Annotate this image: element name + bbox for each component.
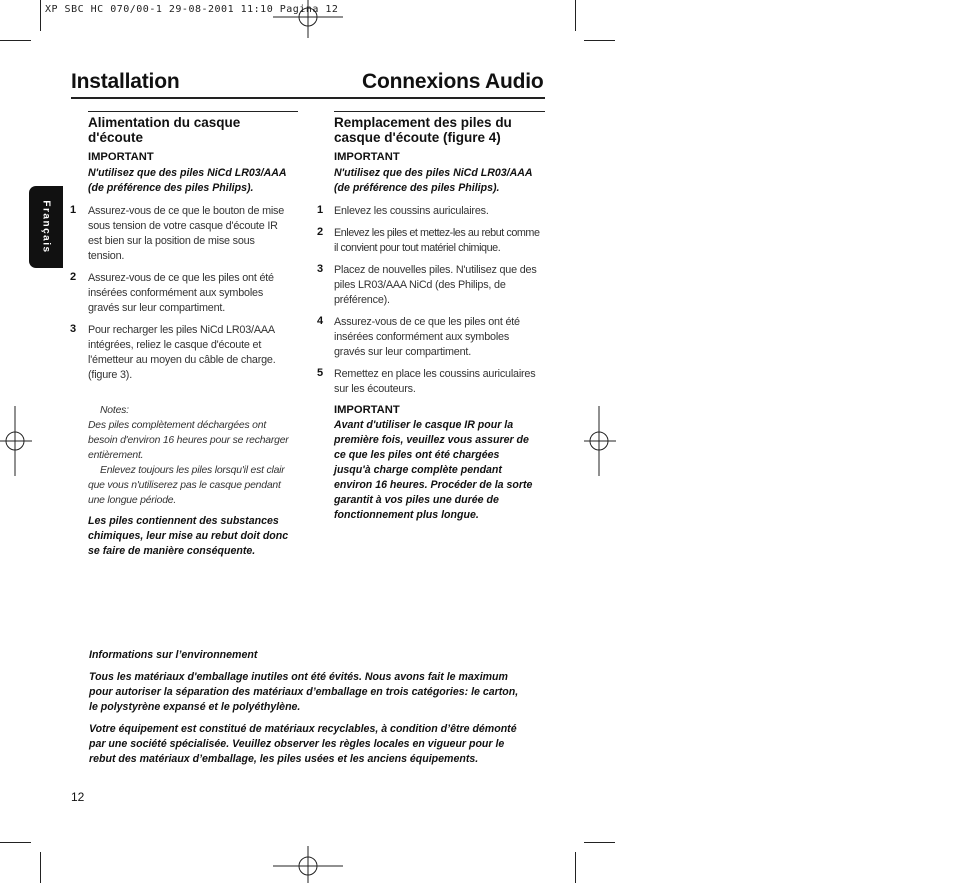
left-important-text: [88, 166, 287, 196]
crop-mark: [584, 842, 615, 843]
environment-paragraph-2: [89, 722, 517, 767]
text-line: garantit à vos piles une durée de: [334, 494, 499, 506]
left-important-label: IMPORTANT: [88, 151, 154, 163]
right-step-1: [334, 204, 489, 219]
crop-mark: [584, 40, 615, 41]
crop-mark: [0, 842, 31, 843]
text-line: Enlevez les coussins auriculaires.: [334, 205, 489, 217]
text-line: piles LR03/AAA NiCd (des Philips, de: [334, 279, 506, 291]
text-line: que vous n'utiliserez pas le casque pendant: [88, 480, 281, 491]
text-line: entièrement.: [88, 450, 144, 461]
right-section-rule: [334, 111, 545, 112]
text-line: Assurez-vous de ce que le bouton de mise: [88, 205, 285, 217]
left-section-heading: [88, 115, 240, 145]
right-important-label: IMPORTANT: [334, 151, 400, 163]
heading-line: Alimentation du casque: [88, 115, 241, 130]
text-line: intégrées, reliez le casque d'écoute et: [88, 339, 262, 351]
text-line: insérées conformément aux symboles: [334, 331, 510, 343]
text-line: Placez de nouvelles piles. N'utilisez que des: [334, 264, 537, 276]
left-step-2: [88, 271, 274, 316]
text-line: Tous les matériaux d'emballage inutiles ont été évités. Nous avons fait le maximum: [89, 671, 508, 683]
notes-heading: Notes:: [100, 405, 129, 416]
text-line: gravés sur leur compartiment.: [334, 346, 472, 358]
step-number: 3: [70, 323, 77, 335]
right-section-heading: [334, 115, 512, 145]
text-line: il convient pour tout matériel chimique.: [334, 242, 501, 254]
text-line: jusqu'à charge complète pendant: [334, 464, 502, 476]
left-step-3: [88, 323, 276, 383]
text-line: Remettez en place les coussins auriculaires: [334, 368, 536, 380]
text-line: l'émetteur au moyen du câble de charge.: [88, 354, 276, 366]
text-line: Avant d'utiliser le casque IR pour la: [334, 419, 514, 431]
step-number: 4: [317, 315, 324, 327]
crop-mark: [0, 40, 31, 41]
page-title-installation: Installation: [71, 70, 180, 93]
step-number: 5: [317, 367, 324, 379]
text-line: insérées conformément aux symboles: [88, 287, 264, 299]
page-title-connexions-audio: Connexions Audio: [362, 70, 544, 93]
text-line: gravés sur leur compartiment.: [88, 302, 226, 314]
text-line: se faire de manière conséquente.: [88, 545, 256, 557]
step-number: 1: [70, 204, 77, 216]
right-important2-text: [334, 418, 532, 523]
left-section-rule: [88, 111, 298, 112]
crop-mark: [575, 0, 576, 31]
crop-mark: [575, 852, 576, 883]
crop-mark: [40, 852, 41, 883]
text-line: Votre équipement est constitué de matériaux recyclables, à condition d’être démonté: [89, 723, 517, 735]
text-line: première fois, veuillez vous assurer de: [334, 434, 529, 446]
text-line: sous tension de votre casque d'écoute IR: [88, 220, 278, 232]
text-line: tension.: [88, 250, 125, 262]
text-line: Pour recharger les piles NiCd LR03/AAA: [88, 324, 275, 336]
text-line: chimiques, leur mise au rebut doit donc: [88, 530, 289, 542]
step-number: 3: [317, 263, 324, 275]
left-warning-text: [88, 514, 288, 559]
text-line: besoin d'environ 16 heures pour se recharger: [88, 435, 289, 446]
text-line: est bien sur la position de mise sous: [88, 235, 255, 247]
page-number: 12: [71, 790, 85, 804]
registration-mark-top: [273, 0, 343, 40]
language-tab: [29, 186, 63, 268]
heading-line: d'écoute: [88, 130, 143, 145]
right-important2-label: IMPORTANT: [334, 404, 400, 416]
text-line: préférence).: [334, 294, 390, 306]
text-line: (de préférence des piles Philips).: [88, 182, 254, 194]
right-step-3: [334, 263, 537, 308]
text-line: Des piles complètement déchargées ont: [88, 420, 267, 431]
text-line: par une société spécialisée. Veuillez observer les règles locales en vigueur pour le: [89, 738, 505, 750]
text-line: Enlevez les piles et mettez-les au rebut comme: [334, 227, 540, 239]
text-line: fonctionnement plus longue.: [334, 509, 479, 521]
step-number: 2: [317, 226, 324, 238]
text-line: (de préférence des piles Philips).: [334, 182, 500, 194]
environment-heading: Informations sur l’environnement: [89, 649, 258, 661]
step-number: 1: [317, 204, 324, 216]
print-header: XP SBC HC 070/00-1 29-08-2001 11:10 Pagina 12: [45, 4, 339, 15]
title-rule: [71, 97, 545, 99]
text-line: Assurez-vous de ce que les piles ont été: [334, 316, 520, 328]
text-line: ce que les piles ont été chargées: [334, 449, 500, 461]
left-step-1: [88, 204, 284, 264]
heading-line: Remplacement des piles du: [334, 115, 512, 130]
crop-mark: [40, 0, 41, 31]
text-line: N'utilisez que des piles NiCd LR03/AAA: [88, 167, 287, 179]
text-line: (figure 3).: [88, 369, 133, 381]
registration-mark-left: [0, 406, 32, 476]
environment-paragraph-1: [89, 670, 518, 715]
text-line: Les piles contiennent des substances: [88, 515, 279, 527]
notes-block: [88, 403, 289, 508]
text-line: N'utilisez que des piles NiCd LR03/AAA: [334, 167, 533, 179]
right-step-4: [334, 315, 520, 360]
text-line: environ 16 heures. Procéder de la sorte: [334, 479, 533, 491]
registration-mark-right: [584, 406, 616, 476]
text-line: rebut des matériaux d’emballage, les piles usées et les anciens équipements.: [89, 753, 479, 765]
right-step-2: [334, 226, 540, 256]
text-line: Assurez-vous de ce que les piles ont été: [88, 272, 274, 284]
text-line: le polystyrène expansé et le polyéthylène.: [89, 701, 301, 713]
right-important-text: [334, 166, 533, 196]
language-tab-label: Français: [40, 200, 52, 254]
text-line: Enlevez toujours les piles lorsqu'il est clair: [100, 465, 285, 476]
registration-mark-bottom: [273, 846, 343, 883]
right-step-5: [334, 367, 535, 397]
step-number: 2: [70, 271, 77, 283]
text-line: une longue période.: [88, 495, 177, 506]
heading-line: casque d'écoute (figure 4): [334, 130, 501, 145]
text-line: sur les écouteurs.: [334, 383, 416, 395]
text-line: pour autoriser la séparation des matériaux d’emballage en trois catégories: le carton,: [89, 686, 519, 698]
